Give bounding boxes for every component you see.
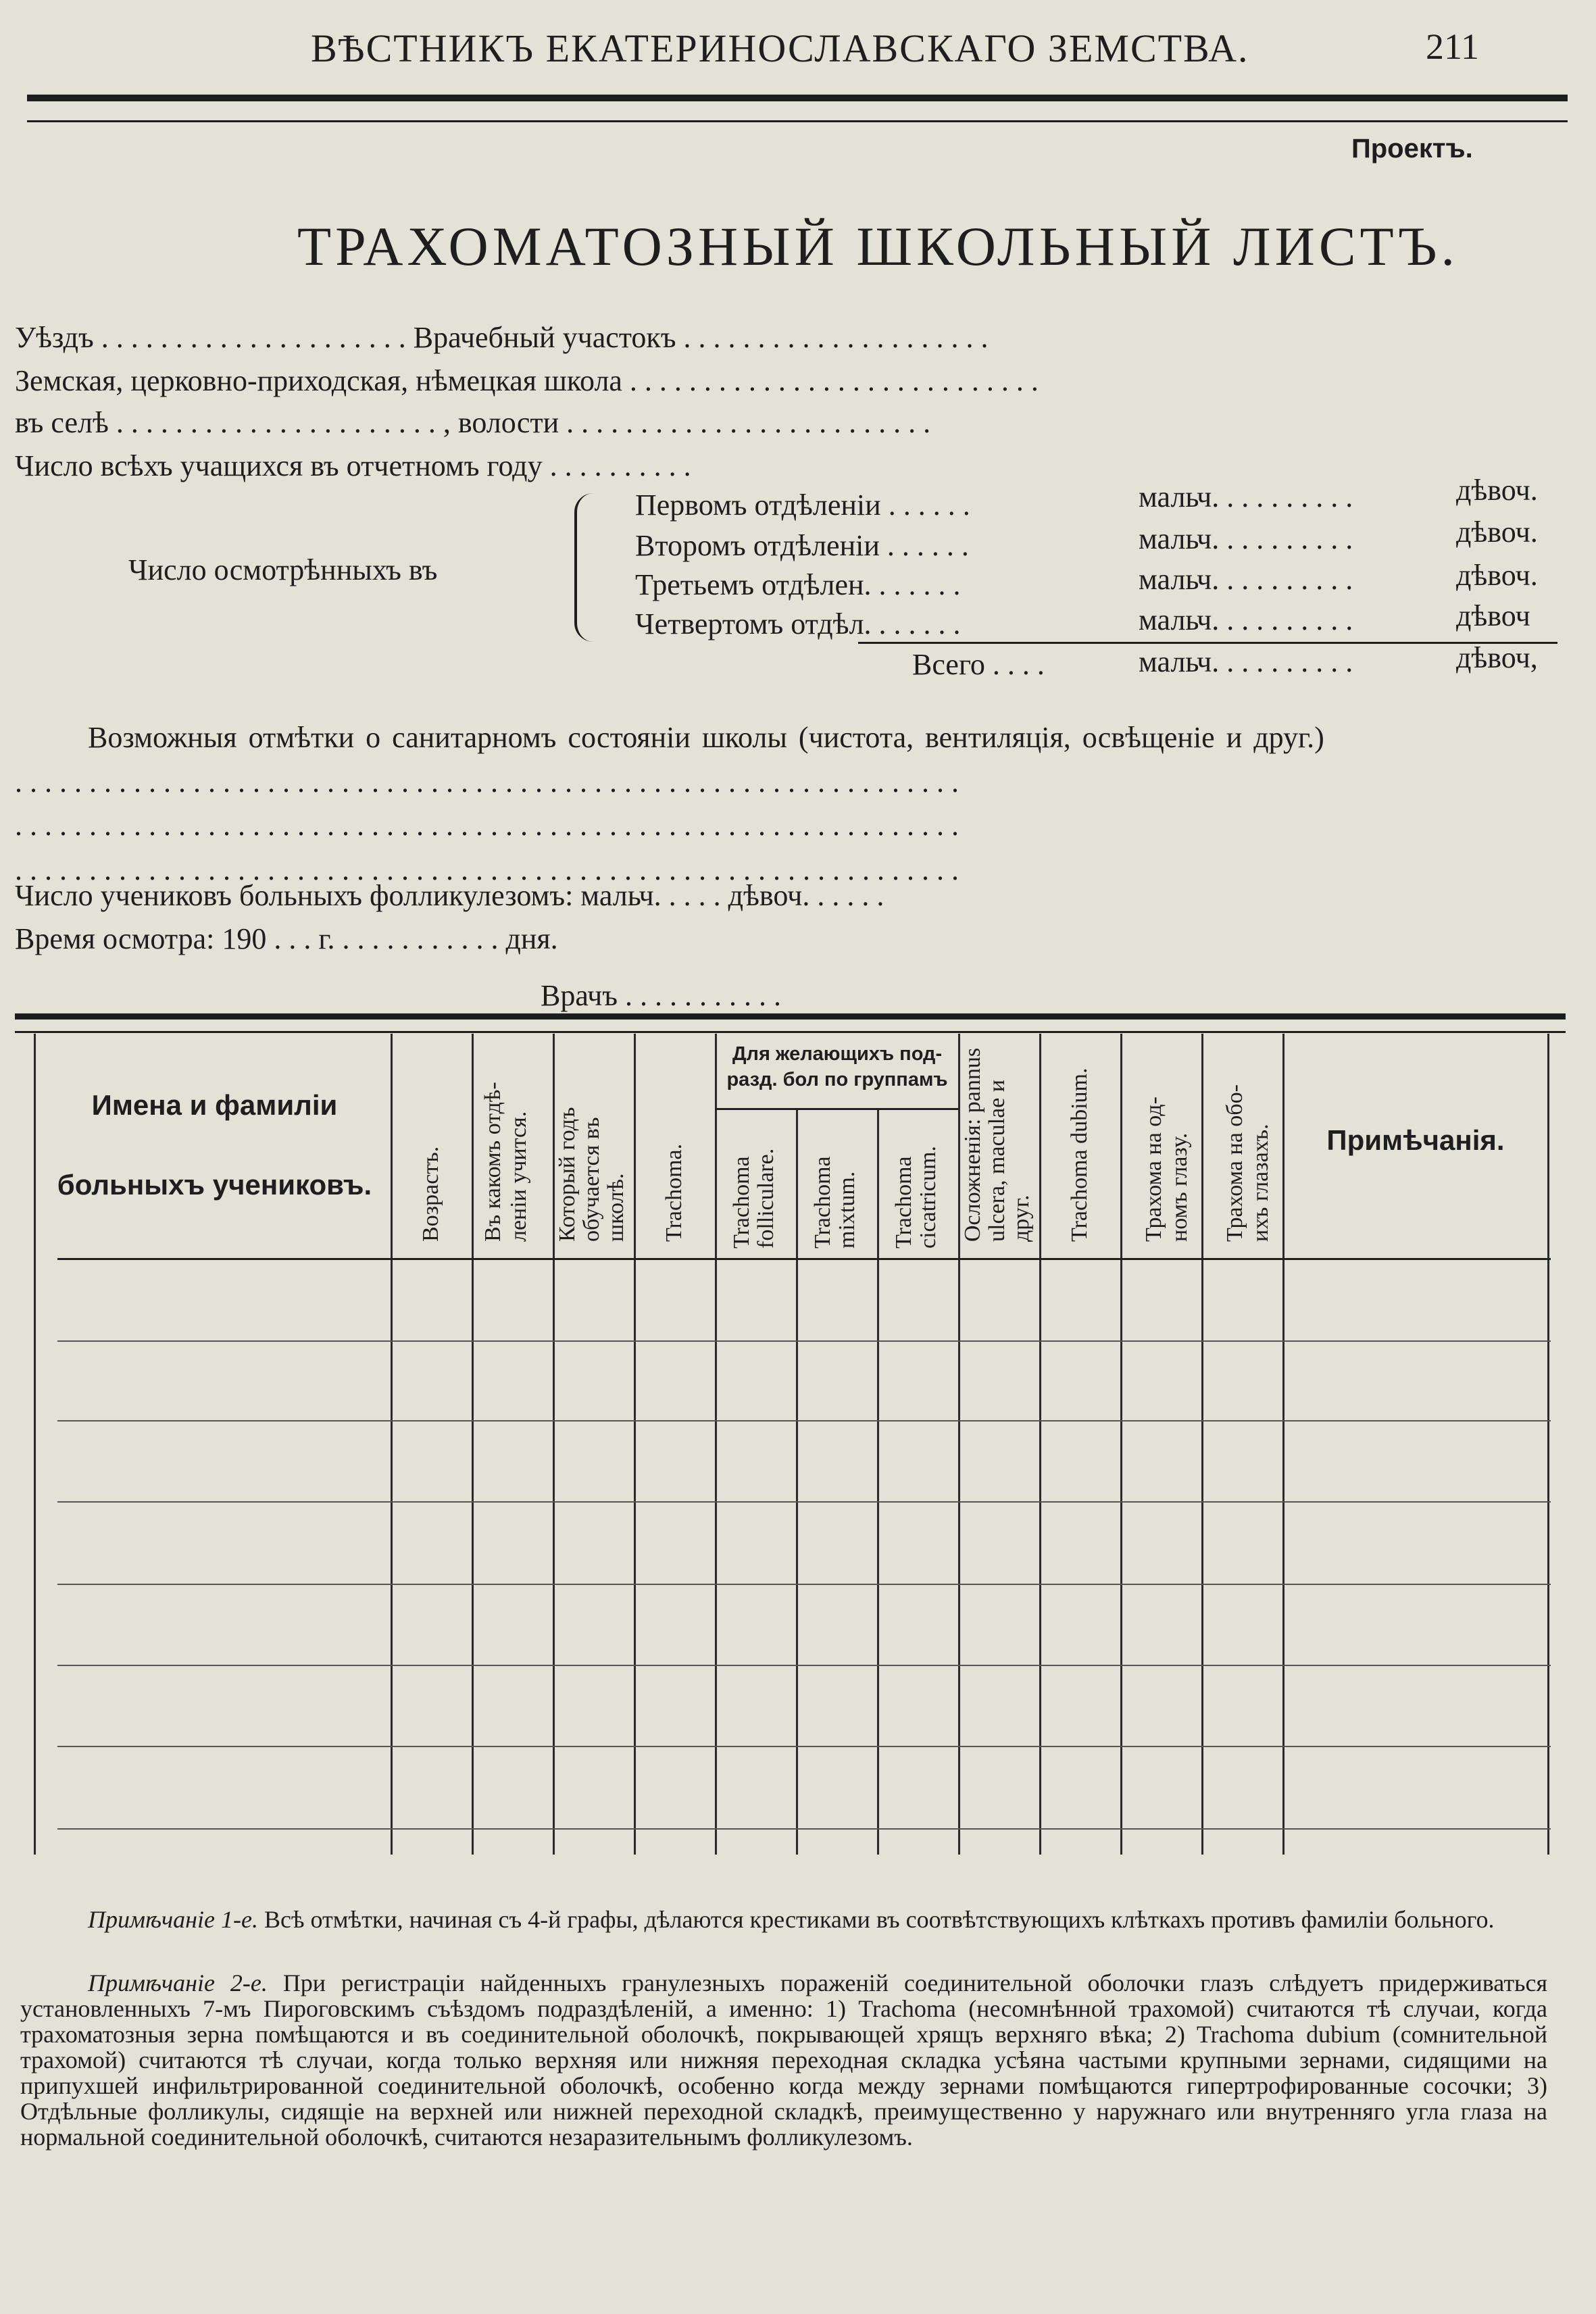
col-names-line2: больныхъ учениковъ. bbox=[57, 1169, 372, 1201]
sanitary-note: Возможныя отмѣтки о санитарномъ состояніи школы (чистота, вентиляція, освѣщеніе и друг.) bbox=[88, 721, 1324, 754]
col-grade-1: Въ какомъ отдѣ- bbox=[480, 1082, 505, 1242]
table-row bbox=[57, 1340, 1551, 1342]
table-col-rule bbox=[391, 1034, 393, 1855]
grade-4-boys: мальч. . . . . . . . . . bbox=[1139, 603, 1353, 636]
note-2 bbox=[20, 1970, 1547, 2150]
col-tf-1: Trachoma bbox=[729, 1156, 754, 1249]
exam-time-line: Время осмотра: 190 . . . г. . . . . . . . . . . . дня. bbox=[15, 922, 558, 955]
table-col-rule bbox=[715, 1034, 717, 1855]
col-grade-2: леніи учится. bbox=[506, 1111, 531, 1242]
page-number: 211 bbox=[1426, 26, 1479, 67]
table-col-rule bbox=[877, 1108, 879, 1855]
table-col-rule bbox=[1547, 1034, 1549, 1855]
table-col-rule bbox=[796, 1108, 798, 1855]
total-students-line: Число всѣхъ учащихся въ отчетномъ году . . . . . . . . . . bbox=[15, 449, 691, 482]
col-year-2: обучается въ bbox=[579, 1117, 604, 1242]
draft-label: Проектъ. bbox=[1351, 134, 1473, 164]
grade-3-girls: дѣвоч. bbox=[1456, 559, 1538, 592]
col-dubium: Trachoma dubium. bbox=[1067, 1067, 1092, 1242]
col-notes: Примѣчанія. bbox=[1326, 1124, 1505, 1156]
col-compl-1: Осложненія: pannus bbox=[960, 1047, 985, 1242]
header-rule-thin bbox=[27, 120, 1568, 122]
brace bbox=[574, 493, 596, 642]
note-2-label: Примѣчаніе 2-е. bbox=[88, 1969, 268, 1996]
follicular-line: Число учениковъ больныхъ фолликулезомъ: мальч. . . . . дѣвоч. . . . . . bbox=[15, 879, 884, 912]
table-row bbox=[57, 1584, 1551, 1585]
grade-4-girls: дѣвоч bbox=[1456, 599, 1530, 632]
col-year-3: школѣ. bbox=[603, 1173, 628, 1242]
table-row bbox=[57, 1258, 1551, 1260]
col-both-eyes-1: Трахома на обо- bbox=[1222, 1084, 1247, 1242]
dots-line-1: . . . . . . . . . . . . . . . . . . . . . . . . . . . . . . . . . . . . . . . . . . . . . . . . . . . . . . . . . . . . . . . . bbox=[15, 765, 959, 799]
note-1 bbox=[20, 1907, 1547, 1932]
grade-2-boys: мальч. . . . . . . . . . bbox=[1139, 522, 1353, 555]
grade-3-boys: мальч. . . . . . . . . . bbox=[1139, 563, 1353, 596]
col-tf-2: folliculare. bbox=[753, 1148, 778, 1249]
col-age: Возрастъ. bbox=[418, 1146, 443, 1242]
col-tm-1: Trachoma bbox=[810, 1156, 835, 1249]
table-col-rule bbox=[34, 1034, 36, 1855]
table-row bbox=[57, 1746, 1551, 1747]
col-tc-2: cicatricum. bbox=[916, 1146, 941, 1249]
table-row bbox=[57, 1501, 1551, 1503]
grade-3-name: Третьемъ отдѣлен. . . . . . . bbox=[635, 568, 961, 601]
selo-line: въ селѣ . . . . . . . . . . . . . . . . . . . . . . , волости . . . . . . . . . . . . . . . . . . . . . . . . . bbox=[15, 406, 931, 439]
grade-1-name: Первомъ отдѣленіи . . . . . . bbox=[635, 488, 970, 522]
grade-4-name: Четвертомъ отдѣл. . . . . . . bbox=[635, 607, 961, 640]
col-trachoma: Trachoma. bbox=[662, 1143, 687, 1242]
col-tc-1: Trachoma bbox=[891, 1156, 916, 1249]
group-label-1: Для желающихъ под- bbox=[732, 1043, 943, 1065]
table-top-rule bbox=[15, 1013, 1566, 1020]
table-col-rule bbox=[1201, 1034, 1203, 1855]
total-boys: мальч. . . . . . . . . . bbox=[1139, 645, 1353, 678]
dots-line-3: . . . . . . . . . . . . . . . . . . . . . . . . . . . . . . . . . . . . . . . . . . . . . . . . . . . . . . . . . . . . . . . . bbox=[15, 853, 959, 886]
total-label: Всего . . . . bbox=[912, 648, 1045, 681]
sum-rule bbox=[858, 642, 1557, 644]
school-line: Земская, церковно-приходская, нѣмецкая школа . . . . . . . . . . . . . . . . . . . . . . . . . . . . bbox=[15, 364, 1039, 397]
col-compl-3: друг. bbox=[1009, 1194, 1034, 1242]
table-row bbox=[57, 1420, 1551, 1422]
grade-2-name: Второмъ отдѣленіи . . . . . . bbox=[635, 529, 969, 562]
header-rule-thick bbox=[27, 95, 1568, 101]
uezd-line: Уѣздъ . . . . . . . . . . . . . . . . . . . . . Врачебный участокъ . . . . . . . . . . . . . . . . . . . . . bbox=[15, 321, 989, 354]
group-label-2: разд. бол по группамъ bbox=[726, 1069, 948, 1090]
table-col-rule bbox=[1282, 1034, 1285, 1855]
note-2-text: При регистраціи найденныхъ гранулезныхъ пораженій соединительной оболочки глазъ слѣдуетъ придерживаться установленныхъ 7-мъ Пироговскимъ съѣздомъ подраздѣленій, а именно: 1) Trachoma (несомнѣнной трахомой) считаются тѣ случаи, когда трахоматозныя зерна помѣщаются и въ соединительной оболочкѣ, покрывающей хрящъ верхняго вѣка; 2) Trachoma dubium (сомнительной трахомой) считаются тѣ случаи, когда только верхняя или нижняя переходная складка усѣяна частыми крупными зернами, сидящими на припухшей инфильтрированной соединительной оболочкѣ, особенно когда между зернами помѣщаются гипертрофированные сосочки; 3) Отдѣльные фолликулы, сидящіе на верхней или нижней переходной складкѣ, преимущественно у наружнаго или внутренняго угла глаза на нормальной соединительной оболочкѣ, считаются незаразительнымъ фолликулезомъ. bbox=[20, 1969, 1548, 2150]
col-names-line1: Имена и фамиліи bbox=[91, 1089, 338, 1121]
col-one-eye-2: номъ глазу. bbox=[1167, 1132, 1192, 1242]
total-girls: дѣвоч, bbox=[1456, 641, 1538, 674]
journal-title: ВѢСТНИКЪ ЕКАТЕРИНОСЛАВСКАГО ЗЕМСТВА. bbox=[311, 26, 1249, 70]
col-both-eyes-2: ихъ глазахъ. bbox=[1248, 1124, 1273, 1242]
col-compl-2: ulcera, maculae и bbox=[984, 1080, 1009, 1242]
note-1-label: Примѣчаніе 1-е. bbox=[88, 1906, 258, 1933]
table-col-rule bbox=[634, 1034, 636, 1855]
dots-line-2: . . . . . . . . . . . . . . . . . . . . . . . . . . . . . . . . . . . . . . . . . . . . . . . . . . . . . . . . . . . . . . . . bbox=[15, 809, 959, 842]
table-row bbox=[57, 1665, 1551, 1666]
form-title: ТРАХОМАТОЗНЫЙ ШКОЛЬНЫЙ ЛИСТЪ. bbox=[297, 216, 1460, 277]
table-top-rule-thin bbox=[15, 1031, 1566, 1033]
doctor-line: Врачъ . . . . . . . . . . . bbox=[541, 979, 781, 1012]
table-col-rule bbox=[1039, 1034, 1041, 1855]
table-col-rule bbox=[1120, 1034, 1122, 1855]
note-1-text: Всѣ отмѣтки, начиная съ 4-й графы, дѣлаются крестиками въ соотвѣтствующихъ клѣткахъ противъ фамиліи больного. bbox=[264, 1906, 1495, 1933]
examined-label: Число осмотрѣнныхъ въ bbox=[128, 553, 438, 586]
table-col-rule bbox=[472, 1034, 474, 1855]
table-row bbox=[57, 1828, 1551, 1830]
grade-2-girls: дѣвоч. bbox=[1456, 515, 1538, 549]
col-one-eye-1: Трахома на од- bbox=[1141, 1097, 1166, 1242]
col-tm-2: mixtum. bbox=[834, 1171, 859, 1249]
grade-1-boys: мальч. . . . . . . . . . bbox=[1139, 480, 1353, 513]
col-year-1: Который годъ bbox=[555, 1107, 580, 1242]
grade-1-girls: дѣвоч. bbox=[1456, 474, 1538, 507]
